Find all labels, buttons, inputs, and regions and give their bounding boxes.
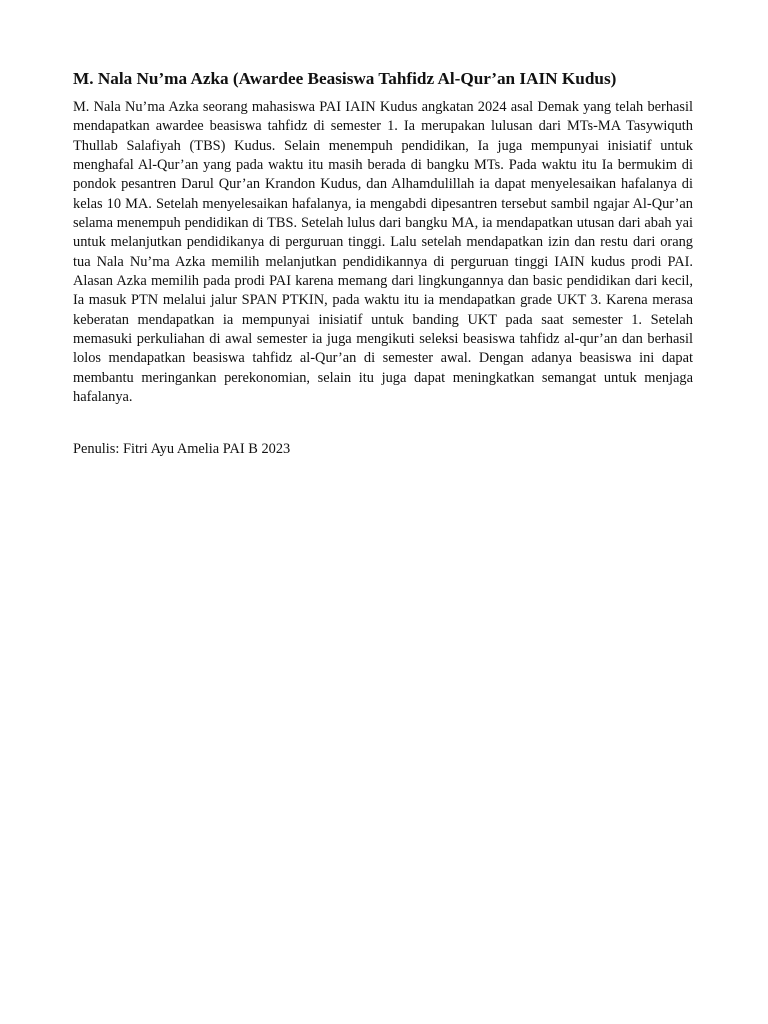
article-body: M. Nala Nu’ma Azka seorang mahasiswa PAI IAIN Kudus angkatan 2024 asal Demak yang telah berhasil mendapatkan awardee beasiswa tahfidz di semester 1. Ia merupakan lulusan dari MTs-MA Tasywiquth Thullab Salafiyah (TBS) Kudus. Selain menempuh pendidikan, Ia juga mempunyai inisiatif untuk menghafal Al-Qur’an yang pada waktu itu masih berada di bangku MTs. Pada waktu itu Ia bermukim di pondok pesantren Darul Qur’an Krandon Kudus, dan Alhamdulillah ia dapat menyelesaikan hafalanya di kelas 10 MA. Setelah menyelesaikan hafalanya, ia mengabdi dipesantren tersebut sambil ngajar Al-Qur’an selama menempuh pendidikan di TBS. Setelah lulus dari bangku MA, ia mendapatkan utusan dari abah yai untuk melanjutkan pendidikanya di perguruan tinggi. Lalu setelah mendapatkan izin dan restu dari orang tua Nala Nu’ma Azka memilih melanjutkan pendidikannya di perguruan tinggi IAIN kudus prodi PAI. Alasan Azka memilih pada prodi PAI karena memang dari lingkungannya dan basic pendidikan dari kecil, Ia masuk PTN melalui jalur SPAN PTKIN, pada waktu itu ia mendapatkan grade UKT 3. Karena merasa keberatan mendapatkan ia mempunyai inisiatif untuk banding UKT pada saat semester 1. Setelah memasuki perkuliahan di awal semester ia juga mengikuti seleksi beasiswa tahfidz al-qur’an dan berhasil lolos mendapatkan beasiswa tahfidz al-Qur’an di semester awal. Dengan adanya beasiswa ini dapat membantu meringankan perekonomian, selain itu juga dapat meningkatkan semangat untuk menjaga hafalanya. (73, 99, 693, 406)
article-title: M. Nala Nu’ma Azka (Awardee Beasiswa Tahfidz Al-Qur’an IAIN Kudus) (73, 69, 617, 88)
article-author: Penulis: Fitri Ayu Amelia PAI B 2023 (73, 440, 291, 457)
document-page (73, 68, 693, 459)
